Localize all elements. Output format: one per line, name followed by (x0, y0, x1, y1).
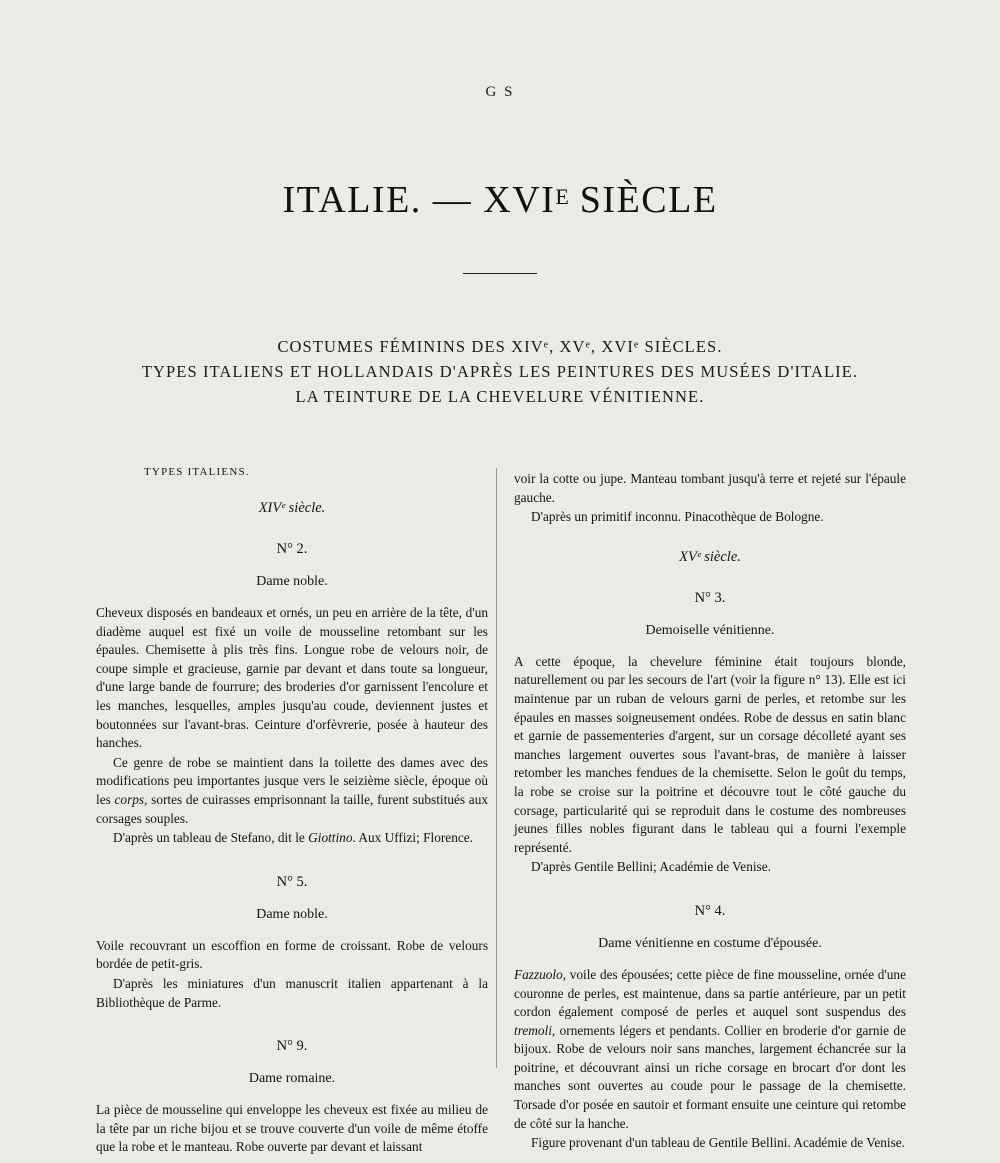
century-heading-15: XVᵉ siècle. (679, 548, 741, 565)
spacer (514, 527, 906, 549)
subtitle-block (0, 334, 1000, 409)
entry-paragraph: La pièce de mousseline qui enveloppe les cheveux est fixée au milieu de la tête par un riche bijou et se trouve couverte d'un voile de même étoffe que la robe et le manteau. Robe ouverte par devant et laissant (96, 1102, 488, 1155)
entry-figure-name-9: Dame romaine. (248, 1071, 336, 1087)
entry-number-2: N° 2. (276, 541, 308, 557)
continuation-paragraph: D'après un primitif inconnu. Pinacothèque de Bologne. (531, 509, 824, 525)
entry-figure-name-3: Demoiselle vénitienne. (645, 622, 775, 638)
entry-paragraph: D'après Gentile Bellini; Académie de Venise. (531, 859, 771, 875)
entry-paragraph: Figure provenant d'un tableau de Gentile Bellini. Académie de Venise. (531, 1135, 905, 1151)
entry-number-4: N° 4. (694, 902, 726, 919)
entry-paragraph: Fazzuolo, voile des épousées; cette pièce de fine mousseline, ornée d'une couronne de perles, est maintenue, dans sa partie antérieure, par un petit cordon également composé de perles et auquel sont suspendus des tremoli, ornements légers et pendants. Collier en broderie d'or garnie de bijoux. Robe de velours noir sans manches, largement échancrée sur la poitrine, et découvrant ainsi un riche corsage en brocart d'or dont les manches sont ouvertes au coude pour le passage de la chemisette. Torsade d'or posée en sautoir et formant ensuite une ceinture qui retombe de côté sur la hanche. (514, 966, 906, 1131)
entry-paragraph: D'après un tableau de Stefano, dit le Giottino. Aux Uffizi; Florence. (113, 830, 473, 846)
title-superscript: E (555, 184, 569, 209)
entry-paragraph: Voile recouvrant un escoffion en forme de croissant. Robe de velours bordée de petit-gris. (96, 937, 488, 972)
subtitle-line-2: TYPES ITALIENS ET HOLLANDAIS D'APRÈS LES PEINTURES DES MUSÉES D'ITALIE. (141, 362, 859, 381)
entry-figure-name-4: Dame vénitienne en costume d'épousée. (598, 935, 822, 951)
title-divider-rule (463, 273, 537, 274)
page-title (0, 178, 1000, 222)
continuation-paragraph: voir la cotte ou jupe. Manteau tombant jusqu'à terre et rejeté sur l'épaule gauche. (514, 471, 906, 505)
subtitle-line-3: LA TEINTURE DE LA CHEVELURE VÉNITIENNE. (295, 387, 705, 406)
page-mark: G S (485, 84, 515, 100)
entry-figure-name-5: Dame noble. (256, 906, 328, 922)
section-heading-types-italiens: TYPES ITALIENS. (144, 466, 250, 478)
two-column-body (96, 466, 906, 1155)
entry-paragraph: A cette époque, la chevelure féminine était toujours blonde, naturellement ou par les secours de l'art (voir la figure n° 13). Elle est ici maintenue par un ruban de velours garni de perles, et retombe sur les épaules en masses soigneusement ondées. Robe de dessus en satin blanc et garnie de passementeries d'argent, sur un corsage décolleté ayant ses manches largement ouvertes sous l'avant-bras, de manière à laisser retomber les manches fendues de la chemisette. Selon le goût du temps, la robe se croise sur la poitrine et découvre tout le côté gauche du corsage, particularité qui se reproduit dans le costume des nombreuses jeunes filles nobles figurant dans le tableau qui a fourni l'exemple représenté. (514, 653, 906, 855)
title-main: ITALIE. — XVI (282, 179, 556, 221)
left-column (96, 466, 488, 1157)
century-heading-14: XIVᵉ siècle. (258, 500, 326, 516)
entry-number-3: N° 3. (694, 589, 726, 606)
title-tail: SIÈCLE (568, 179, 718, 221)
spacer (514, 877, 906, 903)
subtitle-line-1: COSTUMES FÉMININS DES XIVᵉ, XVᵉ, XVIᵉ SIÈCLES. (277, 337, 723, 356)
column-divider (496, 468, 497, 1068)
entry-paragraph: Cheveux disposés en bandeaux et ornés, un peu en arrière de la tête, d'un diadème auquel est fixé un voile de mousseline retombant sur les épaules. Chemisette à plis très fins. Longue robe de velours noir, de coupe simple et gracieuse, garnie par devant et dans toute sa longueur, d'une large bande de fourrure; des broderies d'or garnissent l'encolure et les manches, lesquelles, amples jusqu'au coude, deviennent justes et boutonnées sur l'avant-bras. Ceinture d'orfèvrerie, posée à hauteur des hanches. (96, 605, 488, 751)
entry-paragraph: Ce genre de robe se maintient dans la toilette des dames avec des modifications peu importantes jusque vers le seizième siècle, époque où les corps, sortes de cuirasses emprisonnant la taille, furent substitués aux corsages souples. (96, 754, 488, 826)
right-column (514, 466, 906, 1153)
entry-paragraph: D'après les miniatures d'un manuscrit italien appartenant à la Bibliothèque de Parme. (96, 975, 488, 1010)
entry-figure-name-2: Dame noble. (256, 574, 328, 589)
entry-number-9: N° 9. (276, 1038, 308, 1055)
spacer (96, 1012, 488, 1038)
spacer (96, 848, 488, 874)
entry-number-5: N° 5. (276, 873, 308, 890)
